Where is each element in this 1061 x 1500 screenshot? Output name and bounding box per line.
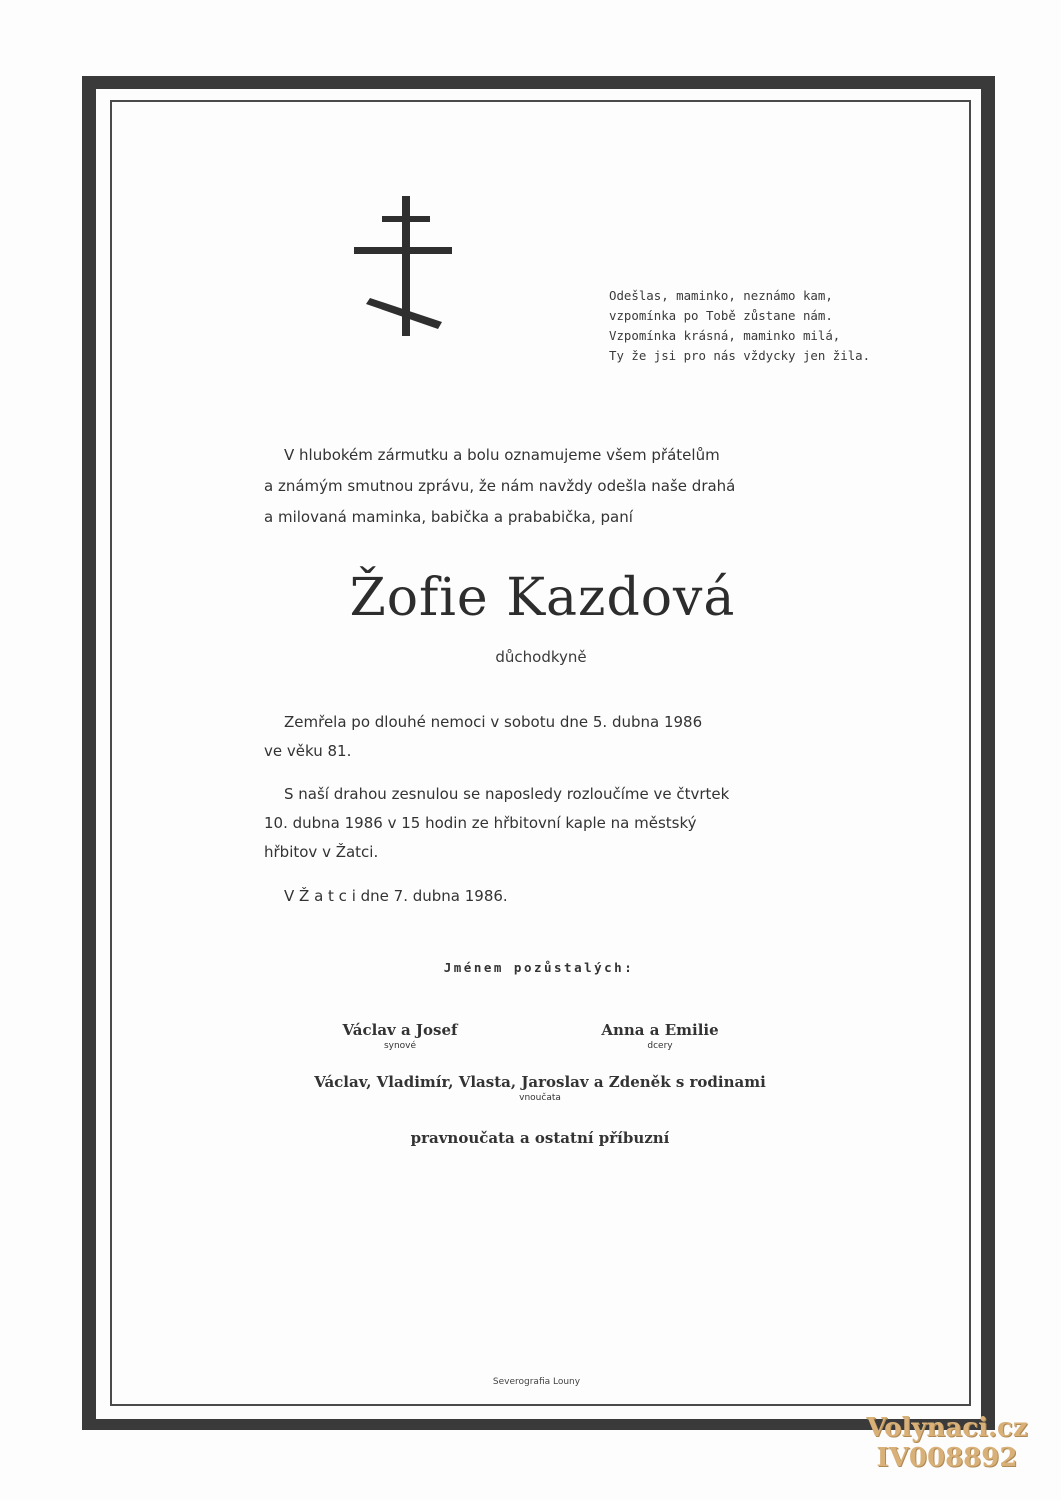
stamp-site: Volynaci.cz: [866, 1413, 1028, 1443]
death-paragraph: [264, 708, 824, 766]
deceased-occupation: důchodkyně: [495, 648, 587, 666]
mourners-sons: [300, 1021, 500, 1052]
announcement-line: a známým smutnou zprávu, že nám navždy odešla naše drahá: [264, 477, 736, 495]
mourner-names: Václav, Vladimír, Vlasta, Jaroslav a Zdeněk s rodinami: [314, 1073, 766, 1091]
mourner-relation: vnoučata: [519, 1093, 561, 1103]
funeral-line: S naší drahou zesnulou se naposledy rozloučíme ve čtvrtek: [284, 785, 730, 803]
deceased-name: Žofie Kazdová: [349, 568, 736, 628]
printer-credit: Severografia Louny: [492, 1377, 581, 1387]
funeral-line: 10. dubna 1986 v 15 hodin ze hřbitovní kaple na městský: [264, 814, 697, 832]
poem-line: Vzpomínka krásná, maminko milá,: [609, 328, 841, 343]
announcement-text: [264, 440, 824, 533]
mourner-names: Václav a Josef: [342, 1021, 458, 1039]
mourners-grandchildren: [190, 1073, 890, 1104]
poem-verse: [609, 286, 899, 366]
mourner-relation: dcery: [647, 1041, 673, 1051]
poem-line: vzpomínka po Tobě zůstane nám.: [609, 308, 833, 323]
archive-stamp: [862, 1413, 1032, 1473]
place-date-line: V Ž a t c i dne 7. dubna 1986.: [284, 887, 508, 905]
mourners-others: [190, 1129, 890, 1147]
orthodox-cross-icon: [352, 194, 452, 344]
mourner-relation: synové: [383, 1041, 417, 1051]
announcement-line: a milovaná maminka, babička a prababička, paní: [264, 508, 633, 526]
survivors-heading: Jménem pozůstalých:: [443, 960, 635, 975]
funeral-line: hřbitov v Žatci.: [264, 843, 379, 861]
poem-line: Ty že jsi pro nás vždycky jen žila.: [609, 348, 871, 363]
poem-line: Odešlas, maminko, neznámo kam,: [609, 288, 833, 303]
announcement-line: V hlubokém zármutku a bolu oznamujeme všem přátelům: [284, 446, 720, 464]
mourners-daughters: [560, 1021, 760, 1052]
death-line: Zemřela po dlouhé nemoci v sobotu dne 5. dubna 1986: [284, 713, 703, 731]
mourner-names: Anna a Emilie: [601, 1021, 719, 1039]
stamp-id: IV008892: [876, 1443, 1018, 1473]
mourner-names: pravnoučata a ostatní příbuzní: [410, 1129, 670, 1147]
place-date: [264, 882, 824, 911]
funeral-paragraph: [264, 780, 824, 867]
death-line: ve věku 81.: [264, 742, 352, 760]
